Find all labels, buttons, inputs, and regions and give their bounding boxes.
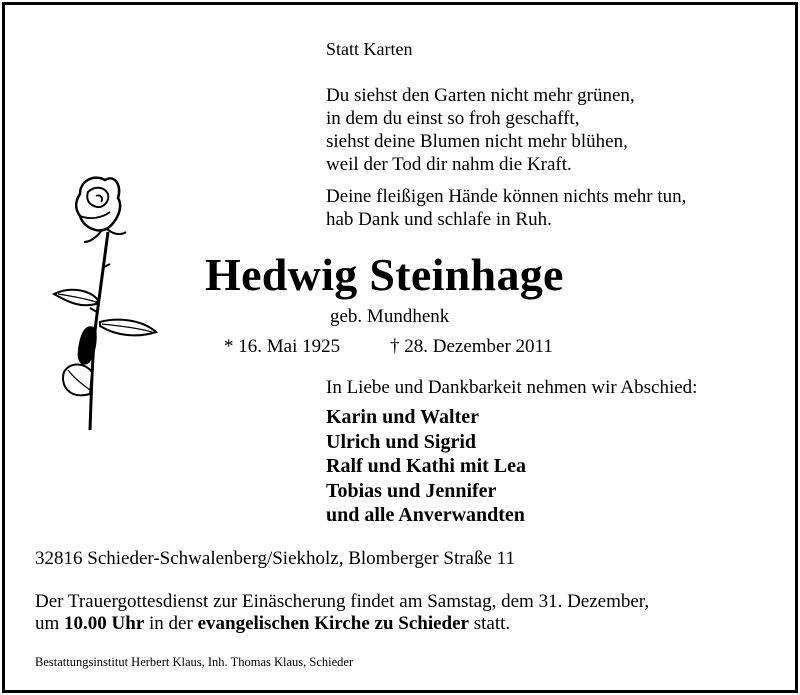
poem-line: Du siehst den Garten nicht mehr grünen, xyxy=(326,85,635,106)
poem-stanza-1 xyxy=(326,84,635,176)
mourner-name: Karin und Walter xyxy=(326,406,479,428)
poem-line: siehst deine Blumen nicht mehr blühen, xyxy=(326,131,628,152)
mourner-name: Tobias und Jennifer xyxy=(326,479,497,502)
poem-line: Deine fleißigen Hände können nichts mehr tun, xyxy=(326,186,687,207)
funeral-home: Bestattungsinstitut Herbert Klaus, Inh. Thomas Klaus, Schieder xyxy=(35,655,354,669)
poem-line: weil der Tod dir nahm die Kraft. xyxy=(326,154,572,175)
mourner-name: Ulrich und Sigrid xyxy=(326,430,477,453)
service-place: evangelischen Kirche zu Schieder xyxy=(197,613,469,634)
mourner-name: Ralf und Kathi mit Lea xyxy=(326,455,527,477)
address: 32816 Schieder-Schwalenberg/Siekholz, Blomberger Straße 11 xyxy=(35,548,515,569)
mourners-list xyxy=(326,405,526,528)
birth-date: * 16. Mai 1925 xyxy=(224,336,341,357)
maiden-name: geb. Mundhenk xyxy=(330,306,450,327)
mourner-name: und alle Anverwandten xyxy=(326,504,525,526)
service-text: um xyxy=(35,613,65,634)
service-line-1: Der Trauergottesdienst zur Einäscherung findet am Samstag, dem 31. Dezember, xyxy=(35,591,650,612)
death-date: † 28. Dezember 2011 xyxy=(390,336,553,357)
mourners-intro: In Liebe und Dankbarkeit nehmen wir Abschied: xyxy=(326,377,698,398)
deceased-name: Hedwig Steinhage xyxy=(205,249,564,300)
service-time: 10.00 Uhr xyxy=(64,613,145,634)
service-line-2 xyxy=(35,612,510,635)
statt-karten: Statt Karten xyxy=(326,39,413,59)
poem-line: in dem du einst so froh geschafft, xyxy=(326,108,580,129)
poem-line: hab Dank und schlafe in Ruh. xyxy=(326,209,552,230)
rose-icon xyxy=(50,172,160,432)
poem-stanza-2 xyxy=(326,185,686,231)
service-text: in der xyxy=(144,613,198,634)
service-text: statt. xyxy=(469,613,511,634)
